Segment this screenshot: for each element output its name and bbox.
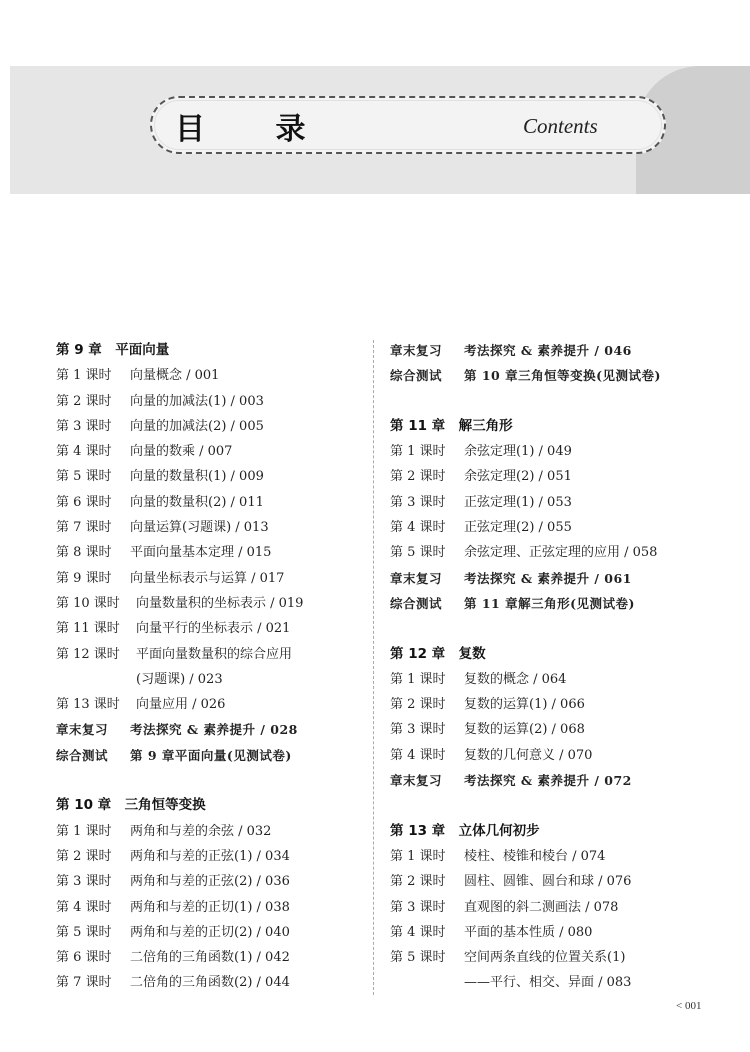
toc-entry-title: 余弦定理(1) / 049 [464, 444, 572, 460]
toc-entry [390, 717, 720, 742]
toc-entry-title: 棱柱、棱锥和棱台 / 074 [464, 848, 606, 864]
toc-entry-label: 第 12 课时 [56, 646, 120, 662]
toc-review-entry [56, 717, 366, 742]
toc-entry-title: 考法探究 & 素养提升 / 046 [464, 343, 632, 358]
toc-entry-label: 第 7 课时 [56, 520, 112, 536]
toc-entry [56, 642, 366, 667]
chapter-heading: 第 13 章 立体几何初步 [390, 822, 540, 839]
toc-entry-title: 向量运算(习题课) / 013 [130, 520, 269, 536]
toc-entry-label: 综合测试 [56, 747, 109, 763]
toc-entry [56, 616, 366, 641]
toc-entry [56, 414, 366, 439]
toc-entry [390, 844, 720, 869]
toc-entry [56, 515, 366, 540]
toc-entry-label: 第 6 课时 [56, 950, 112, 966]
toc-entry-label: 第 4 课时 [390, 520, 446, 536]
toc-entry [56, 591, 366, 616]
toc-review-entry [390, 768, 720, 793]
toc-entry-label: 第 1 课时 [56, 368, 112, 384]
toc-entry-title: 向量平行的坐标表示 / 021 [136, 621, 291, 637]
toc-right-column [390, 338, 720, 996]
toc-entry [390, 515, 720, 540]
toc-entry-label: 章末复习 [56, 722, 109, 738]
toc-entry-label: 综合测试 [390, 595, 443, 611]
toc-entry-title: 第 10 章三角恒等变换(见测试卷) [464, 368, 661, 384]
toc-entry-label: 第 3 课时 [56, 874, 112, 890]
toc-entry-label: 第 6 课时 [56, 494, 112, 510]
toc-entry-label: 第 1 课时 [390, 671, 446, 687]
toc-entry-title: 余弦定理、正弦定理的应用 / 058 [464, 545, 658, 561]
section-gap [56, 768, 366, 793]
toc-entry [390, 692, 720, 717]
toc-entry-label: 第 2 课时 [56, 393, 112, 409]
toc-entry [390, 439, 720, 464]
toc-entry-title: 复数的概念 / 064 [464, 671, 567, 687]
toc-entry-label: 第 1 课时 [56, 823, 112, 839]
toc-entry [56, 566, 366, 591]
toc-entry [390, 743, 720, 768]
page-number: < 001 [676, 1000, 702, 1012]
chapter-heading: 第 11 章 解三角形 [390, 417, 513, 434]
toc-entry-title: 两角和与差的正切(1) / 038 [130, 899, 290, 915]
chapter-heading: 第 9 章 平面向量 [56, 342, 170, 358]
toc-entry-title: 复数的几何意义 / 070 [464, 747, 593, 763]
toc-entry-label: 第 4 课时 [390, 747, 446, 763]
toc-entry [390, 920, 720, 945]
toc-entry-title: 考法探究 & 素养提升 / 061 [464, 570, 632, 586]
toc-entry-title: 两角和与差的正切(2) / 040 [130, 924, 290, 940]
toc-review-entry [390, 591, 720, 616]
toc-entry-title: 复数的运算(1) / 066 [464, 697, 585, 713]
toc-review-entry [390, 566, 720, 591]
toc-entry-label: 第 5 课时 [56, 924, 112, 940]
toc-entry-label: 第 4 课时 [56, 444, 112, 460]
toc-entry-title: 向量的数量积(2) / 011 [130, 494, 264, 510]
toc-review-entry [390, 363, 720, 388]
toc-entry-label: 第 2 课时 [390, 469, 446, 485]
toc-entry-label: 第 3 课时 [390, 899, 446, 915]
toc-entry [390, 464, 720, 489]
toc-entry-label: 第 5 课时 [390, 950, 446, 966]
toc-entry-title: 向量的加减法(1) / 003 [130, 393, 264, 409]
toc-entry-label: 第 3 课时 [390, 494, 446, 510]
toc-entry-label: 第 4 课时 [56, 899, 112, 915]
toc-entry [390, 490, 720, 515]
toc-entry-label: 第 1 课时 [390, 848, 446, 864]
toc-entry [56, 464, 366, 489]
toc-entry-title: 两角和与差的正弦(1) / 034 [130, 848, 290, 864]
toc-entry-title: 向量的加减法(2) / 005 [130, 418, 264, 434]
toc-entry-title: 平面向量数量积的综合应用 [136, 646, 293, 662]
toc-entry-title: 直观图的斜二测画法 / 078 [464, 899, 619, 915]
toc-entry-label: 章末复习 [390, 570, 443, 586]
toc-entry-label: 章末复习 [390, 343, 443, 358]
chapter-heading: 第 12 章 复数 [390, 645, 486, 662]
toc-entry-title: 正弦定理(2) / 055 [464, 520, 572, 536]
toc-entry-title: 二倍角的三角函数(1) / 042 [130, 950, 290, 966]
toc-entry [390, 667, 720, 692]
toc-entry-title: 向量应用 / 026 [136, 697, 226, 713]
toc-entry-title: 正弦定理(1) / 053 [464, 494, 572, 510]
section-gap [390, 793, 720, 818]
toc-entry-label: 第 7 课时 [56, 975, 112, 991]
toc-entry-label: 第 8 课时 [56, 545, 112, 561]
toc-entry [56, 844, 366, 869]
toc-entry-title: 圆柱、圆锥、圆台和球 / 076 [464, 874, 632, 890]
toc-entry-title: 考法探究 & 素养提升 / 072 [464, 773, 632, 789]
toc-entry-title: 平面的基本性质 / 080 [464, 924, 593, 940]
section-gap [390, 616, 720, 641]
toc-entry-title: 考法探究 & 素养提升 / 028 [130, 722, 298, 738]
section-gap [390, 389, 720, 414]
toc-entry-label: 章末复习 [390, 773, 443, 789]
toc-entry [56, 490, 366, 515]
toc-entry-label: 第 3 课时 [56, 418, 112, 434]
toc-entry-label: 第 4 课时 [390, 924, 446, 940]
toc-entry-title: 复数的运算(2) / 068 [464, 722, 585, 738]
toc-entry [390, 895, 720, 920]
toc-entry-label: 第 11 课时 [56, 621, 120, 637]
toc-entry [56, 895, 366, 920]
toc-entry [56, 389, 366, 414]
toc-entry [56, 819, 366, 844]
toc-entry-label: 第 2 课时 [390, 874, 446, 890]
toc-review-entry [56, 743, 366, 768]
toc-entry-title: 第 9 章平面向量(见测试卷) [130, 747, 292, 763]
toc-entry-label: 第 10 课时 [56, 595, 120, 611]
toc-entry [56, 363, 366, 388]
toc-entry-label: 第 2 课时 [390, 697, 446, 713]
toc-entry [56, 945, 366, 970]
toc-entry-label: 第 5 课时 [56, 469, 112, 485]
toc-entry-title: 二倍角的三角函数(2) / 044 [130, 975, 290, 991]
toc-entry-title: 第 11 章解三角形(见测试卷) [464, 595, 635, 611]
toc-entry-continuation: (习题课) / 023 [136, 671, 223, 687]
toc-entry-title: 两角和与差的正弦(2) / 036 [130, 874, 290, 890]
page-title: 目 录 [175, 112, 336, 147]
toc-entry-label: 第 3 课时 [390, 722, 446, 738]
toc-entry [390, 945, 720, 970]
toc-entry-continuation: ——平行、相交、异面 / 083 [464, 975, 632, 991]
toc-entry [56, 692, 366, 717]
toc-entry-title: 向量坐标表示与运算 / 017 [130, 570, 285, 586]
toc-entry-label: 第 9 课时 [56, 570, 112, 586]
toc-entry-title: 向量的数乘 / 007 [130, 444, 233, 460]
chapter-heading: 第 10 章 三角恒等变换 [56, 797, 206, 814]
toc-review-entry [390, 338, 720, 363]
toc-entry-title: 余弦定理(2) / 051 [464, 469, 572, 485]
toc-left-column [56, 338, 366, 996]
toc-entry-label: 第 1 课时 [390, 444, 446, 460]
toc-entry-label: 第 5 课时 [390, 545, 446, 561]
toc-entry-label: 第 2 课时 [56, 848, 112, 864]
toc-entry-title: 两角和与差的余弦 / 032 [130, 823, 272, 839]
toc-entry [56, 439, 366, 464]
toc-entry [56, 540, 366, 565]
toc-entry [56, 920, 366, 945]
toc-entry [390, 540, 720, 565]
toc-entry-title: 向量数量积的坐标表示 / 019 [136, 595, 304, 611]
toc-entry-label: 综合测试 [390, 368, 443, 384]
page-title-english: Contents [523, 114, 598, 138]
toc-entry [56, 970, 366, 995]
toc-entry-title: 向量的数量积(1) / 009 [130, 469, 264, 485]
toc-entry-title: 平面向量基本定理 / 015 [130, 545, 272, 561]
toc-entry-label: 第 13 课时 [56, 697, 120, 713]
toc-entry [56, 869, 366, 894]
toc-entry [390, 869, 720, 894]
toc-entry-title: 空间两条直线的位置关系(1) [464, 950, 626, 966]
column-divider [373, 340, 374, 995]
toc-entry-title: 向量概念 / 001 [130, 368, 220, 384]
